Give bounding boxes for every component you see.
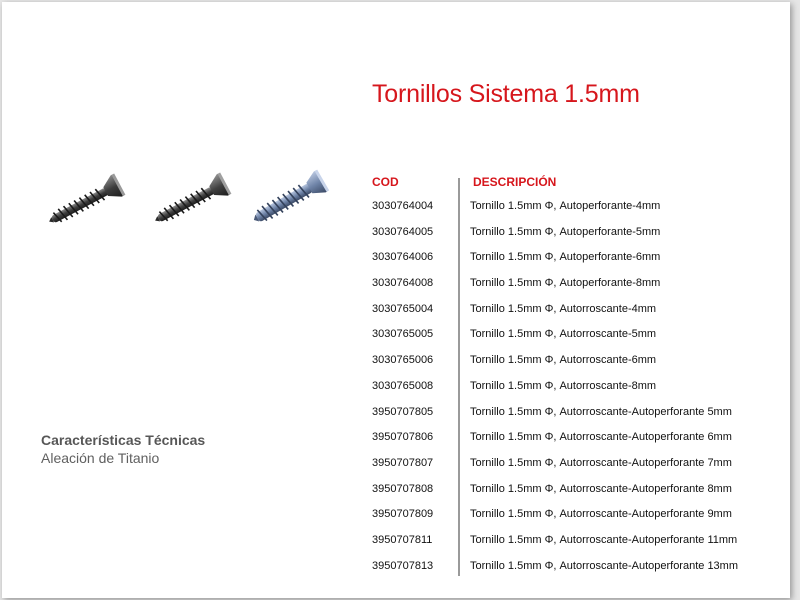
- table-row: [371, 430, 791, 456]
- table-row: [371, 482, 791, 508]
- technical-specs: [41, 431, 205, 467]
- product-description: Tornillo 1.5mm Φ, Autorroscante-5mm: [470, 328, 657, 341]
- table-row: [371, 225, 791, 251]
- table-row: [371, 559, 791, 585]
- product-description: Tornillo 1.5mm Φ, Autorroscante-8mm: [470, 379, 657, 392]
- column-header-description: DESCRIPCIÓN: [473, 175, 557, 189]
- product-code: 3030765005: [372, 328, 434, 341]
- screw-gray-1-image: [38, 162, 138, 240]
- table-row: [371, 327, 791, 353]
- table-row: [371, 456, 791, 482]
- table-row: [371, 276, 791, 302]
- product-code: 3950707805: [372, 405, 434, 418]
- product-code: 3030764006: [372, 251, 434, 264]
- table-row: [371, 250, 791, 276]
- screw-images: [38, 162, 338, 242]
- product-code: 3950707807: [372, 456, 434, 469]
- product-code: 3030765006: [372, 354, 434, 367]
- table-row: [371, 533, 791, 559]
- screw-gray-2-image: [142, 162, 242, 240]
- product-description: Tornillo 1.5mm Φ, Autoperforante-5mm: [470, 225, 661, 238]
- table-rows: [371, 199, 791, 584]
- table-row: [371, 302, 791, 328]
- product-code: 3950707811: [372, 533, 433, 546]
- product-description: Tornillo 1.5mm Φ, Autorroscante-Autoperforante 9mm: [470, 508, 732, 521]
- product-code: 3030765008: [372, 379, 434, 392]
- product-description: Tornillo 1.5mm Φ, Autorroscante-Autoperforante 11mm: [470, 533, 738, 546]
- product-description: Tornillo 1.5mm Φ, Autorroscante-Autoperforante 6mm: [470, 431, 732, 444]
- product-description: Tornillo 1.5mm Φ, Autorroscante-Autoperforante 5mm: [470, 405, 732, 418]
- product-description: Tornillo 1.5mm Φ, Autorroscante-Autoperforante 8mm: [470, 482, 732, 495]
- product-description: Tornillo 1.5mm Φ, Autoperforante-8mm: [470, 277, 661, 290]
- screw-blue-image: [240, 162, 340, 240]
- product-code: 3950707808: [372, 482, 434, 495]
- table-row: [371, 353, 791, 379]
- product-code: 3950707806: [372, 431, 434, 444]
- product-code: 3030764005: [372, 225, 434, 238]
- product-description: Tornillo 1.5mm Φ, Autoperforante-6mm: [470, 251, 661, 264]
- product-code: 3950707809: [372, 508, 434, 521]
- product-description: Tornillo 1.5mm Φ, Autoperforante-4mm: [470, 200, 661, 212]
- product-description: Tornillo 1.5mm Φ, Autorroscante-6mm: [470, 354, 657, 367]
- page-title: Tornillos Sistema 1.5mm: [372, 80, 640, 108]
- product-code: 3030765004: [372, 302, 434, 315]
- product-description: Tornillo 1.5mm Φ, Autorroscante-Autoperforante 13mm: [470, 559, 739, 572]
- product-description: Tornillo 1.5mm Φ, Autorroscante-4mm: [470, 302, 657, 315]
- specs-material: Aleación de Titanio: [41, 450, 160, 466]
- product-code: 3030764004: [372, 200, 434, 212]
- product-code: 3030764008: [372, 277, 434, 290]
- specs-title: Características Técnicas: [41, 432, 206, 448]
- table-row: [371, 405, 791, 431]
- table-row: [371, 199, 791, 225]
- product-description: Tornillo 1.5mm Φ, Autorroscante-Autoperforante 7mm: [470, 456, 732, 469]
- column-header-cod: COD: [372, 175, 399, 189]
- table-row: [371, 379, 791, 405]
- table-row: [371, 507, 791, 533]
- product-code: 3950707813: [372, 559, 434, 572]
